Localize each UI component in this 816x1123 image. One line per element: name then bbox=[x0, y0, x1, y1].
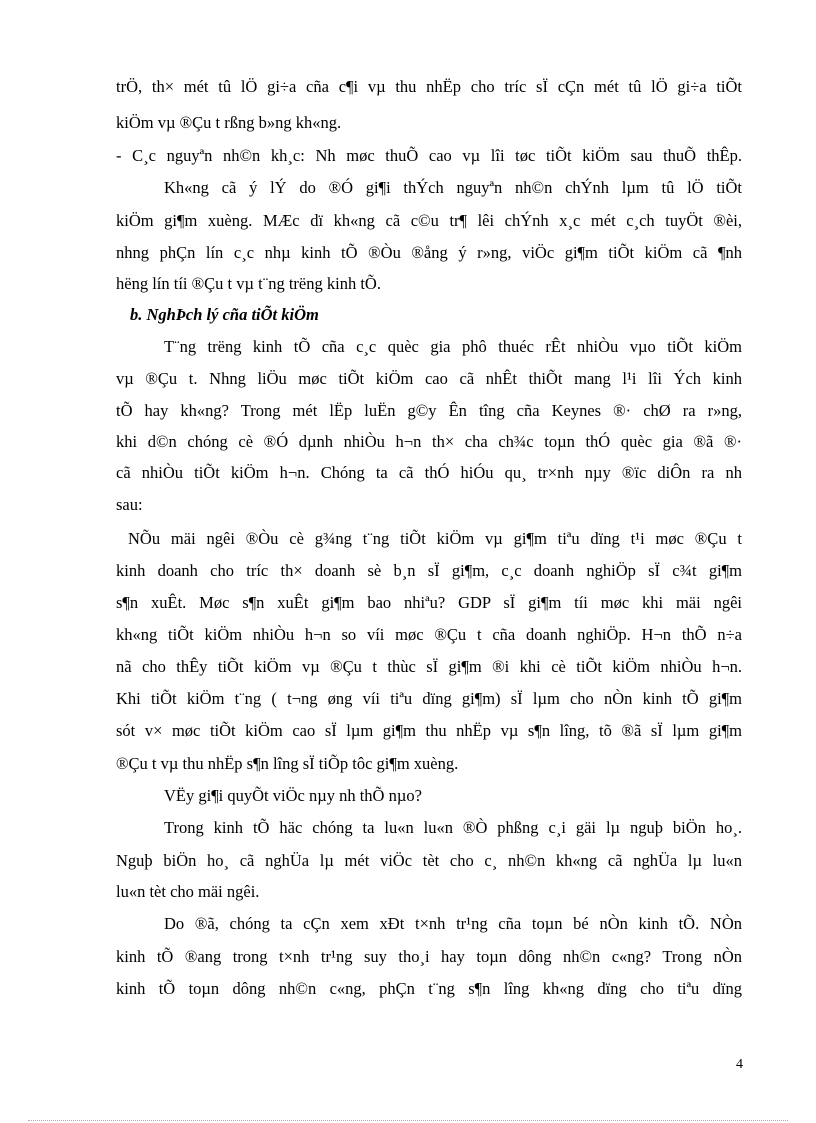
body-line: kinh doanh cho tríc th× doanh sè b¸n sÏ gi¶m, c¸c doanh nghiÖp sÏ c¾t gi¶m bbox=[116, 561, 742, 580]
body-line: vµ ®Çu t. Nhng liÖu møc tiÕt kiÖm cao cã nhÊt thiÕt mang l¹i lîi Ých kinh bbox=[116, 369, 742, 388]
body-line: Nguþ biÖn ho¸ cã nghÜa lµ mét viÖc tèt cho c¸ nh©n kh«ng cã nghÜa lµ lu«n bbox=[116, 851, 742, 870]
body-line: Trong kinh tÕ häc chóng ta lu«n lu«n ®Ò phßng c¸i gäi lµ nguþ biÖn ho¸. bbox=[164, 818, 742, 837]
body-line: tÕ hay kh«ng? Trong mét lËp luËn g©y Ên tîng cña Keynes ®· chØ ra r»ng, bbox=[116, 401, 742, 420]
section-heading: b. NghÞch lý cña tiÕt kiÖm bbox=[130, 305, 319, 324]
body-line: Khi tiÕt kiÖm t¨ng ( t¬ng øng víi tiªu dïng gi¶m) sÏ lµm cho nÒn kinh tÕ gi¶m bbox=[116, 689, 742, 708]
body-line: lu«n tèt cho mäi ngêi. bbox=[116, 882, 260, 901]
body-line: Kh«ng cã ý lÝ do ®Ó gi¶i thÝch nguyªn nh©n chÝnh lµm tû lÖ tiÕt bbox=[164, 178, 742, 197]
page-bottom-divider bbox=[28, 1120, 788, 1121]
body-line: s¶n xuÊt. Møc s¶n xuÊt gi¶m bao nhiªu? GDP sÏ gi¶m tíi møc khi mäi ngêi bbox=[116, 593, 742, 612]
body-line: kinh tÕ toµn dông nh©n c«ng, phÇn t¨ng s¶n lîng kh«ng dïng cho tiªu dïng bbox=[116, 979, 742, 998]
body-line: kiÖm vµ ®Çu t rßng b»ng kh«ng. bbox=[116, 113, 342, 132]
body-line: sau: bbox=[116, 495, 143, 514]
body-line: Do ®ã, chóng ta cÇn xem xÐt t×nh tr¹ng cña toµn bé nÒn kinh tÕ. NÒn bbox=[164, 914, 742, 933]
body-line: kh«ng tiÕt kiÖm nhiÒu h¬n so víi møc ®Çu t cña doanh nghiÖp. H¬n thÕ n÷a bbox=[116, 625, 742, 644]
body-line: kinh tÕ ®ang trong t×nh tr¹ng suy tho¸i hay toµn dông nh©n c«ng? Trong nÒn bbox=[116, 947, 742, 966]
body-line: NÕu mäi ngêi ®Òu cè g¾ng t¨ng tiÕt kiÖm vµ gi¶m tiªu dïng t¹i møc ®Çu t bbox=[128, 529, 742, 548]
body-line: nã cho thÊy tiÕt kiÖm vµ ®Çu t thùc sÏ gi¶m ®i khi cè tiÕt kiÖm nhiÒu h¬n. bbox=[116, 657, 742, 676]
body-line: ®Çu t vµ thu nhËp s¶n lîng sÏ tiÕp tôc gi¶m xuèng. bbox=[116, 754, 459, 773]
body-line: trÖ, th× mét tû lÖ gi÷a cña c¶i vµ thu nhËp cho tríc sÏ cÇn mét tû lÖ gi÷a tiÕt bbox=[116, 77, 742, 96]
body-line: nhng phÇn lín c¸c nhµ kinh tÕ ®Òu ®ång ý r»ng, viÖc gi¶m tiÕt kiÖm cã ¶nh bbox=[116, 243, 742, 262]
page-number: 4 bbox=[736, 1057, 743, 1072]
body-line: VËy gi¶i quyÕt viÖc nµy nh thÕ nµo? bbox=[164, 786, 422, 805]
body-line: kiÖm gi¶m xuèng. MÆc dï kh«ng cã c©u tr¶ lêi chÝnh x¸c mét c¸ch tuyÖt ®èi, bbox=[116, 211, 742, 230]
body-line: T¨ng trëng kinh tÕ cña c¸c quèc gia phô thuéc rÊt nhiÒu vµo tiÕt kiÖm bbox=[164, 337, 742, 356]
body-line: khi d©n chóng cè ®Ó dµnh nhiÒu h¬n th× cha ch¾c toµn thÓ quèc gia ®ã ®· bbox=[116, 432, 742, 451]
body-line: sót v× møc tiÕt kiÖm cao sÏ lµm gi¶m thu nhËp vµ s¶n lîng, tõ ®ã sÏ lµm gi¶m bbox=[116, 721, 742, 740]
body-line: cã nhiÒu tiÕt kiÖm h¬n. Chóng ta cã thÓ hiÓu qu¸ tr×nh nµy ®ïc diÔn ra nh bbox=[116, 463, 742, 482]
body-line: hëng lín tíi ®Çu t vµ t¨ng trëng kinh tÕ. bbox=[116, 274, 381, 293]
body-line: - C¸c nguyªn nh©n kh¸c: Nh møc thuÕ cao vµ lîi tøc tiÕt kiÖm sau thuÕ thÊp. bbox=[116, 146, 742, 165]
